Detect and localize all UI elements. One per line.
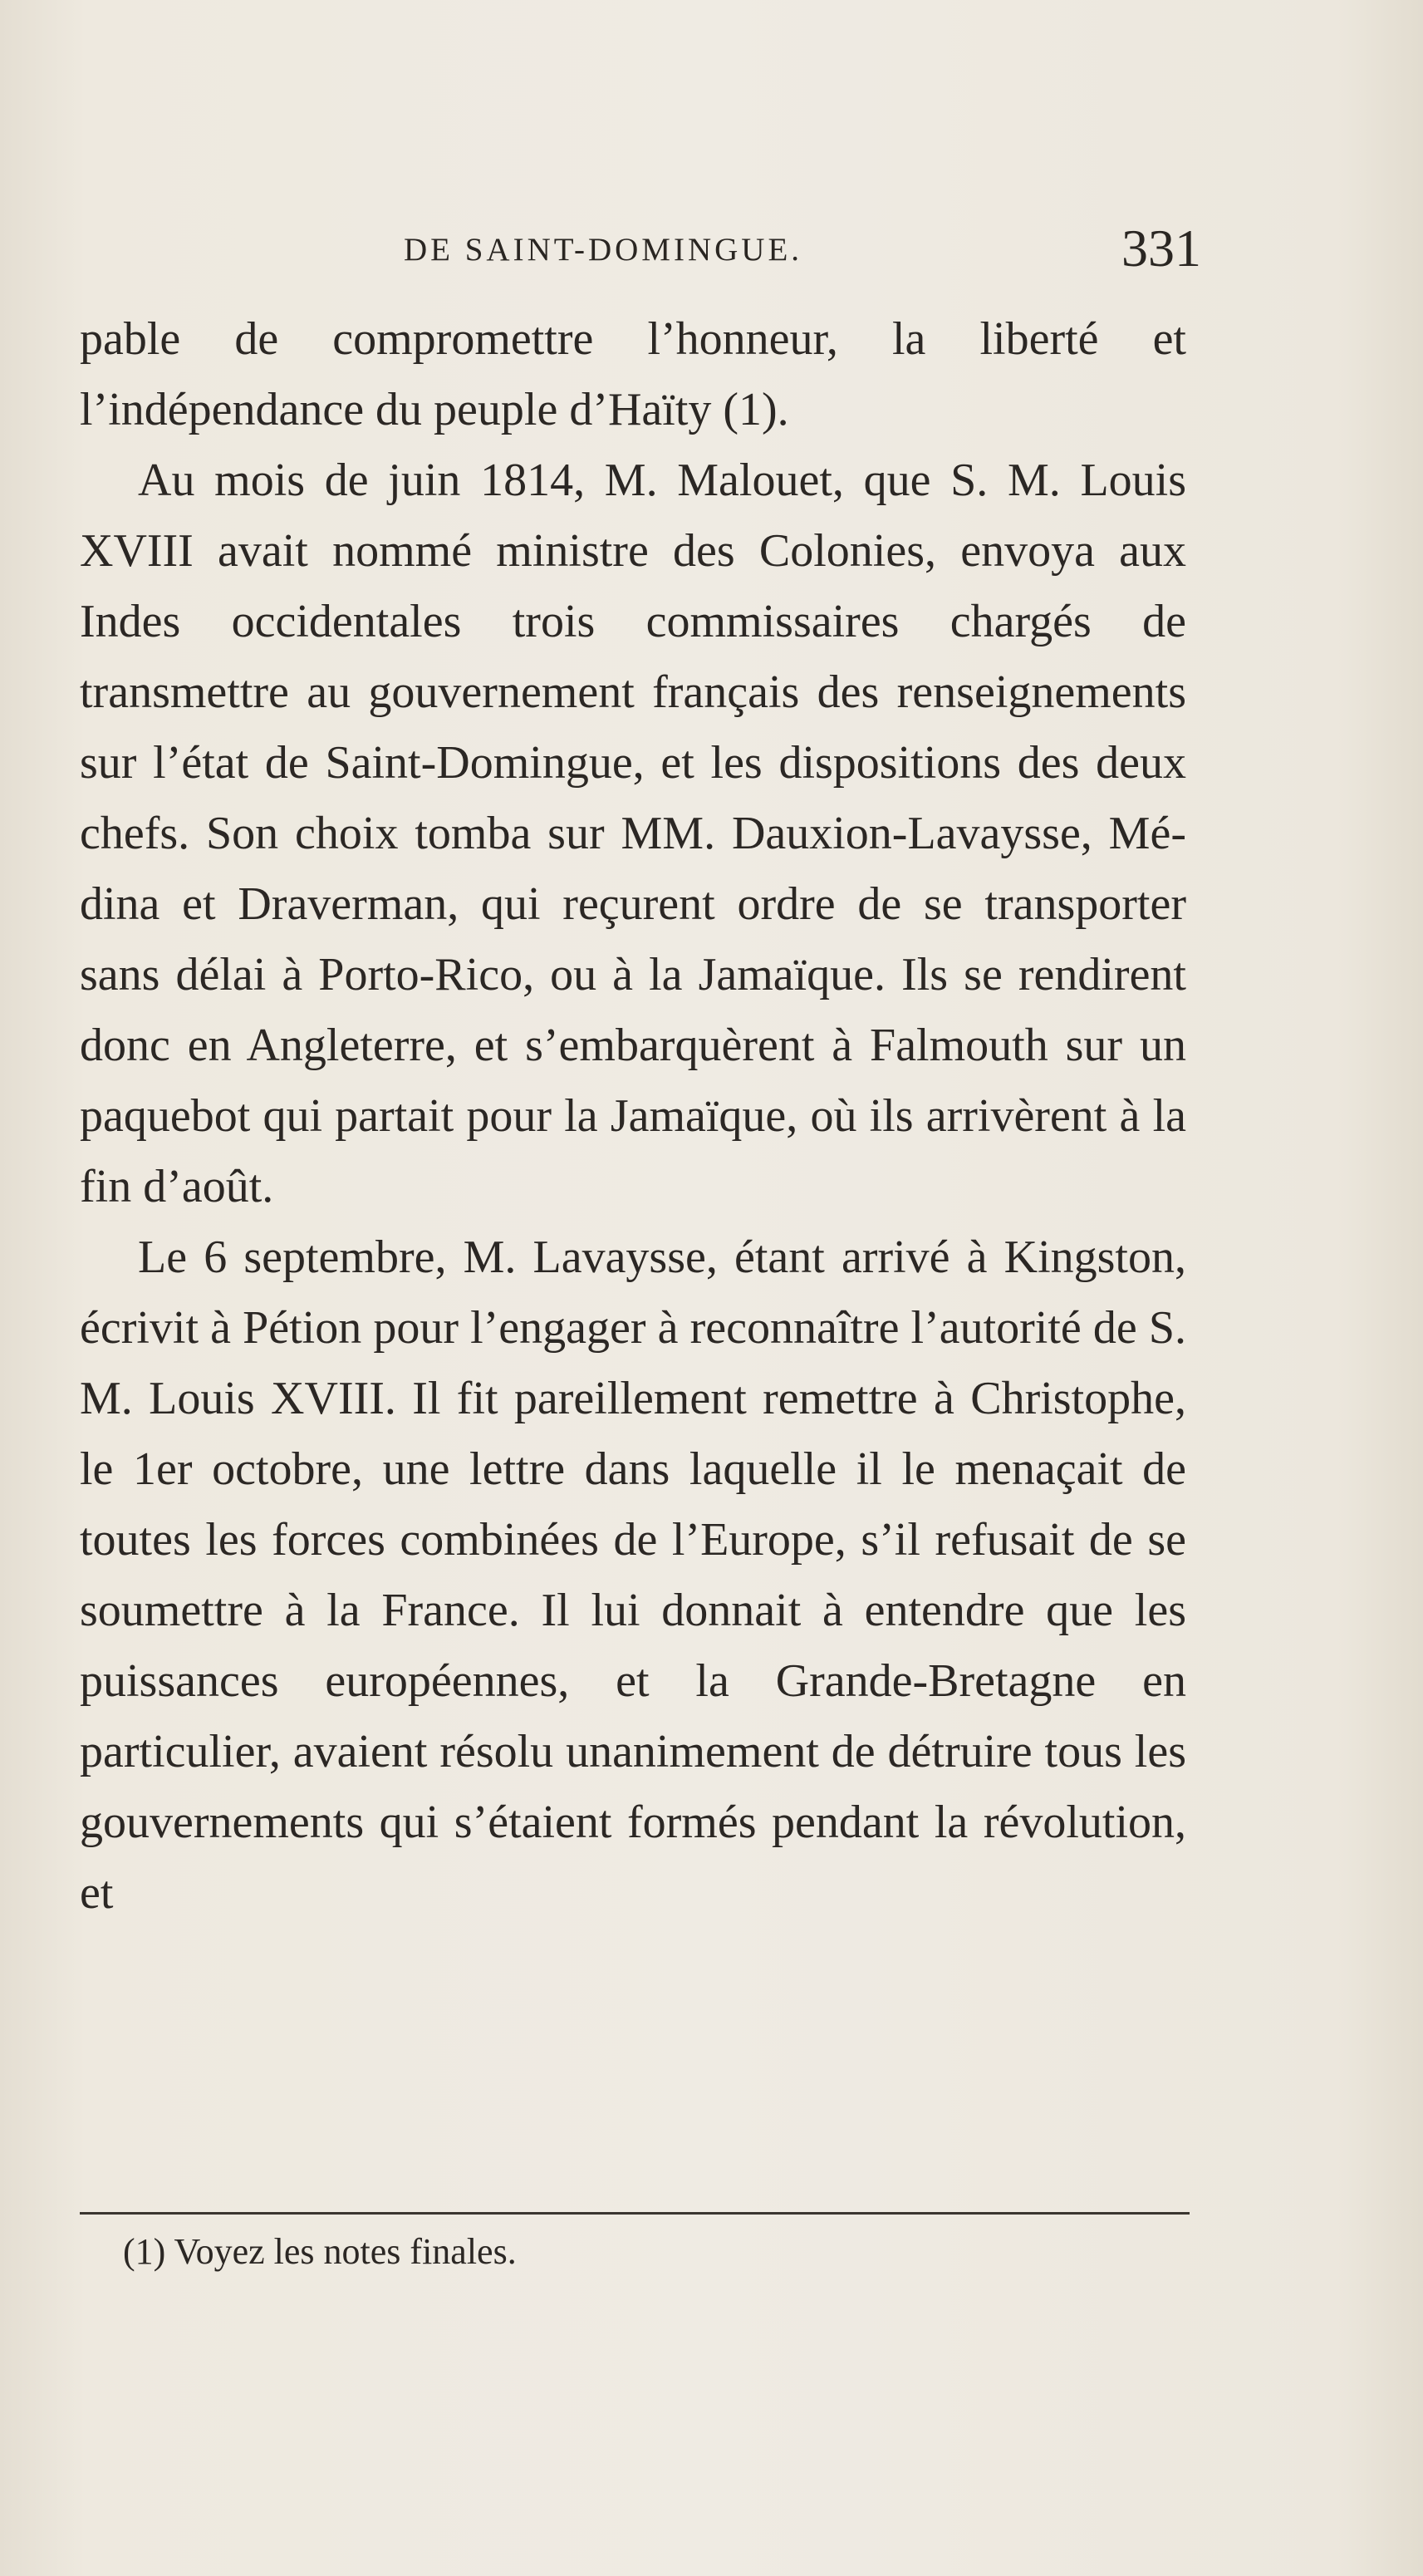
paragraph-lavaysse-letter: Le 6 septembre, M. Lavaysse, étant arrivé à Kingston, écrivit à Pétion pour l’engager à reconnaître l’autorité de S. M. Louis XVIII. Il fit pareillement remettre à Christophe, le 1er octobre, une lettre dans laquelle il le menaçait de toutes les forces combinées de l’Europe, s’il refusait de se soumettre à la France. Il lui donnait à entendre que les puissances européennes, et la Grande-Bretagne en particulier, avaient résolu unanimement de détruire tous les gouvernements qui s’étaient formés pendant la révolution, et	[80, 1231, 1186, 1919]
running-title: DE SAINT-DOMINGUE.	[404, 232, 803, 268]
paragraph-malouet-commission: Au mois de juin 1814, M. Malouet, que S. M. Louis XVIII avait nommé ministre des Colonies, envoya aux Indes occidentales trois commissaires chargés de transmettre au gouvernement français des renseignements sur l’état de Saint-Domingue, et les dispositions des deux chefs. Son choix tomba sur MM. Dauxion-Lavaysse, Médina et Draverman, qui reçurent ordre de se transporter sans délai à Porto-Rico, ou à la Jamaïque. Ils se rendirent donc en Angleterre, et s’embarquèrent à Falmouth sur un paquebot qui partait pour la Jamaïque, où ils arrivèrent à la fin d’août.	[80, 455, 1186, 1212]
footnote-divider	[80, 2212, 1190, 2215]
footnote: (1) Voyez les notes finales.	[123, 2231, 517, 2272]
body-text	[80, 304, 1186, 1929]
paragraph-continued: pable de compromettre l’honneur, la liberté et l’indépendance du peuple d’Haïty (1).	[80, 313, 1186, 435]
page-number: 331	[1121, 219, 1201, 278]
page-header	[80, 218, 1201, 284]
